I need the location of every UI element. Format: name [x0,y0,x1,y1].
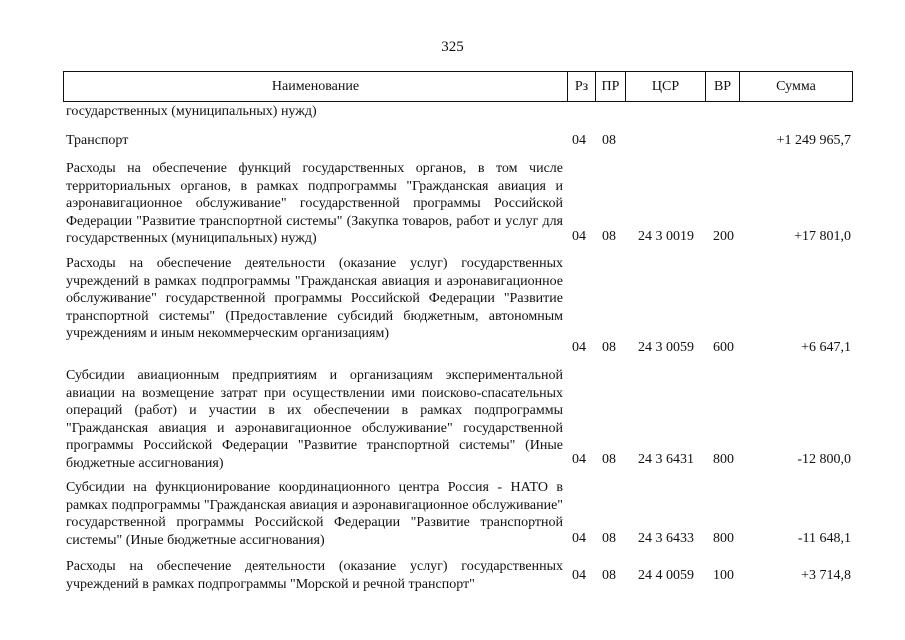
row-pr: 08 [602,340,616,355]
row-csr: 24 3 6433 [638,531,694,546]
row-csr: 24 4 0059 [638,568,694,583]
row-csr: 24 3 0059 [638,340,694,355]
header-pr: ПР [595,72,625,101]
header-vr: ВР [705,72,739,101]
row-rz: 04 [572,531,586,546]
row-rz: 04 [572,133,586,148]
header-name: Наименование [271,78,360,94]
row-sum: +17 801,0 [794,229,851,244]
table-row [66,103,851,121]
row-description: Расходы на обеспечение деятельности (оказание услуг) государственных учреждений в рамках подпрограммы "Гражданская авиация и аэронавигационное обслуживание" государственной программы Российской Федерации "Развитие транспортной системы" (Предоставление субсидий бюджетным, автономным учреждениям и иным некоммерческим организациям) [66,256,563,341]
row-rz: 04 [572,452,586,467]
table-row [66,367,851,472]
header-csr: ЦСР [625,72,705,101]
row-sum: -11 648,1 [797,531,851,546]
row-description: Субсидии авиационным предприятиям и организациям экспериментальной авиации на возмещение затрат при осуществлении ими поисково-спасательных операций (работ) и участии в их обеспечении в рамках подпрограммы "Гражданская авиация и аэронавигационное обслуживание" государственной программы Российской Федерации "Развитие транспортной системы" (Иные бюджетные ассигнования) [66,368,563,471]
row-rz: 04 [572,229,586,244]
row-sum: +3 714,8 [801,568,851,583]
row-sum: +6 647,1 [801,340,851,355]
row-rz: 04 [572,340,586,355]
table-row [66,132,851,150]
row-vr: 600 [713,340,734,355]
row-vr: 800 [713,531,734,546]
row-csr: 24 3 6431 [638,452,694,467]
table-header [63,71,853,102]
row-pr: 08 [602,452,616,467]
row-rz: 04 [572,568,586,583]
row-description: Транспорт [66,133,129,148]
row-csr: 24 3 0019 [638,229,694,244]
table-row [66,160,851,248]
table-row [66,558,851,594]
row-description: Субсидии на функционирование координационного центра Россия - НАТО в рамках подпрограммы "Гражданская авиация и аэронавигационное обслуживание" государственной программы Российской Федерации "Развитие транспортной системы" (Иные бюджетные ассигнования) [66,480,563,548]
row-pr: 08 [602,133,616,148]
header-rz: Рз [567,72,595,101]
row-description: Расходы на обеспечение функций государственных органов, в том числе территориальных органов, в рамках подпрограммы "Гражданская авиация и аэронавигационное обслуживание" государственной программы Российской Федерации "Развитие транспортной системы" (Закупка товаров, работ и услуг для государственных (муниципальных) нужд) [66,161,563,246]
row-pr: 08 [602,531,616,546]
row-pr: 08 [602,568,616,583]
row-vr: 100 [713,568,734,583]
table-row [66,255,851,360]
row-sum: -12 800,0 [797,452,851,467]
row-sum: +1 249 965,7 [776,133,851,148]
table-row [66,479,851,549]
row-vr: 800 [713,452,734,467]
row-description: Расходы на обеспечение деятельности (оказание услуг) государственных учреждений в рамках подпрограммы "Морской и речной транспорт" [66,559,563,592]
row-vr: 200 [713,229,734,244]
row-pr: 08 [602,229,616,244]
page-number: 325 [441,39,464,55]
header-sum: Сумма [739,72,852,101]
row-description: государственных (муниципальных) нужд) [66,104,317,119]
